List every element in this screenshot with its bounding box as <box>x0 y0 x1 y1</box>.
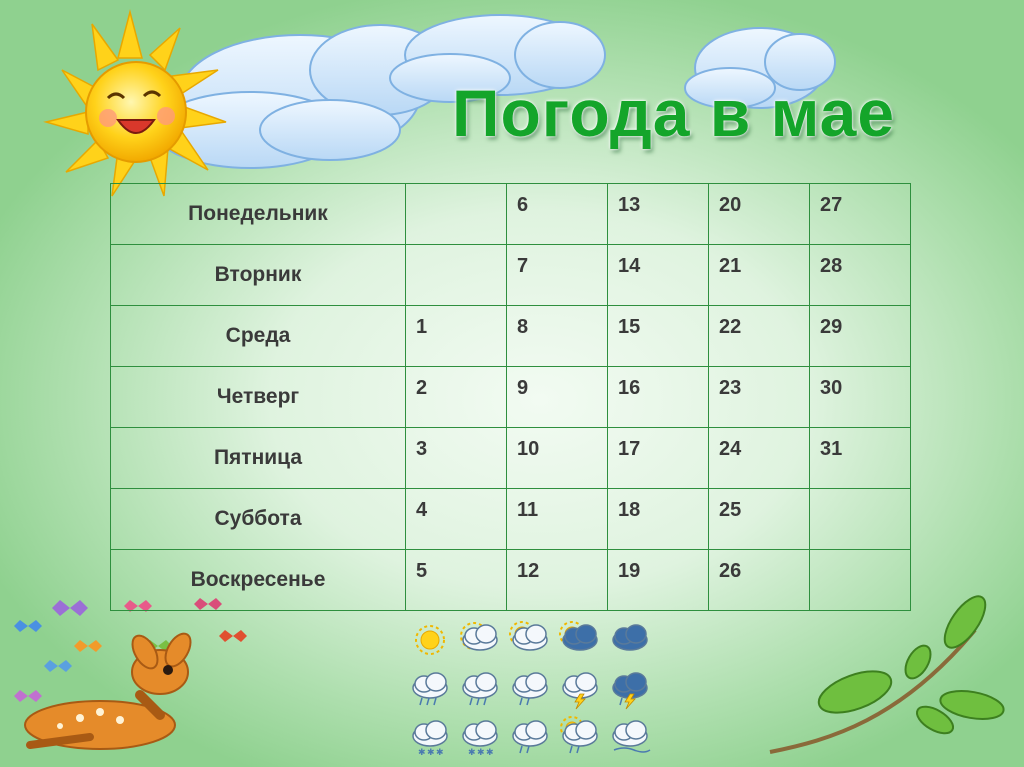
date-cell <box>507 306 608 367</box>
dark-clouds-icon <box>613 625 647 650</box>
fawn-icon <box>25 629 196 749</box>
cloud-sun-dark-icon <box>560 622 597 650</box>
day-name-cell: Воскресенье <box>111 550 406 611</box>
svg-text:✱: ✱ <box>418 748 426 758</box>
date-number: 5 <box>416 560 428 582</box>
date-number: 19 <box>618 560 641 582</box>
date-number: 16 <box>618 377 641 399</box>
date-cell <box>406 428 507 489</box>
date-number: 8 <box>517 316 529 338</box>
day-name-cell: Четверг <box>111 367 406 428</box>
day-name-cell: Суббота <box>111 489 406 550</box>
thunderstorm-rain-icon <box>613 673 647 709</box>
sun-rain-icon <box>561 717 597 753</box>
date-cell <box>608 550 709 611</box>
date-cell <box>709 367 810 428</box>
date-cell <box>608 489 709 550</box>
date-cell <box>709 306 810 367</box>
date-number: 27 <box>820 194 843 216</box>
date-number: 12 <box>517 560 540 582</box>
date-number: 26 <box>719 560 742 582</box>
date-number: 7 <box>517 255 529 277</box>
light-rain-icon <box>513 673 547 705</box>
date-number: 14 <box>618 255 641 277</box>
date-cell <box>507 245 608 306</box>
table-row <box>111 489 911 550</box>
date-number: 17 <box>618 438 641 460</box>
date-cell <box>507 428 608 489</box>
date-cell <box>810 428 911 489</box>
butterflies-icon <box>14 598 247 702</box>
date-number: 2 <box>416 377 428 399</box>
svg-text:✱: ✱ <box>477 748 485 758</box>
date-cell <box>406 306 507 367</box>
date-number: 10 <box>517 438 540 460</box>
date-cell <box>507 367 608 428</box>
snow-icon <box>463 721 497 758</box>
date-number: 18 <box>618 499 641 521</box>
page-title: Погода в мае <box>452 76 896 150</box>
date-number: 11 <box>517 499 539 521</box>
date-cell <box>810 489 911 550</box>
rain-icon <box>413 673 447 705</box>
table-row <box>111 550 911 611</box>
sleet-icon <box>513 721 547 753</box>
table-row <box>111 306 911 367</box>
date-number <box>406 245 506 255</box>
day-name-cell: Среда <box>111 306 406 367</box>
sun-cloud-icon <box>461 623 497 650</box>
date-number: 31 <box>820 438 843 460</box>
date-cell <box>406 245 507 306</box>
date-cell <box>406 184 507 245</box>
date-cell <box>507 489 608 550</box>
date-cell <box>709 428 810 489</box>
date-cell <box>709 245 810 306</box>
date-cell <box>709 184 810 245</box>
svg-text:✱: ✱ <box>436 748 444 758</box>
date-number <box>406 184 506 194</box>
cloud-icon <box>155 25 450 168</box>
date-cell <box>810 306 911 367</box>
date-number: 25 <box>719 499 742 521</box>
rain-icon <box>463 673 497 705</box>
table-row <box>111 428 911 489</box>
date-number: 4 <box>416 499 428 521</box>
date-number: 13 <box>618 194 641 216</box>
date-cell <box>507 184 608 245</box>
date-number: 3 <box>416 438 428 460</box>
date-cell <box>709 550 810 611</box>
partly-cloudy-icon <box>510 622 547 650</box>
date-number: 22 <box>719 316 742 338</box>
day-name-cell: Вторник <box>111 245 406 306</box>
date-number <box>810 489 910 499</box>
date-cell <box>507 550 608 611</box>
table-row <box>111 245 911 306</box>
date-number: 6 <box>517 194 529 216</box>
date-number <box>810 550 910 560</box>
date-number: 23 <box>719 377 742 399</box>
date-cell <box>608 306 709 367</box>
date-number: 15 <box>618 316 641 338</box>
snow-icon <box>413 721 447 758</box>
date-number: 30 <box>820 377 843 399</box>
weather-icons-grid <box>408 620 658 760</box>
table-row <box>111 367 911 428</box>
date-number: 29 <box>820 316 843 338</box>
date-cell <box>810 184 911 245</box>
thunderstorm-icon <box>563 673 597 709</box>
date-number: 28 <box>820 255 843 277</box>
svg-text:✱: ✱ <box>427 748 435 758</box>
date-cell <box>406 550 507 611</box>
svg-text:✱: ✱ <box>486 748 494 758</box>
day-name-cell: Понедельник <box>111 184 406 245</box>
date-cell <box>406 367 507 428</box>
date-cell <box>608 367 709 428</box>
date-cell <box>810 245 911 306</box>
date-cell <box>608 245 709 306</box>
wind-icon <box>613 721 650 752</box>
date-cell <box>608 428 709 489</box>
table-row <box>111 184 911 245</box>
date-cell <box>709 489 810 550</box>
date-number: 20 <box>719 194 742 216</box>
may-calendar-table <box>110 183 911 611</box>
leaf-branch-icon <box>770 590 1006 752</box>
day-name-cell: Пятница <box>111 428 406 489</box>
sun-icon <box>416 626 444 654</box>
date-number: 9 <box>517 377 529 399</box>
date-number: 21 <box>719 255 742 277</box>
date-cell <box>810 367 911 428</box>
date-cell <box>608 184 709 245</box>
svg-text:✱: ✱ <box>468 748 476 758</box>
date-number: 24 <box>719 438 742 460</box>
date-number: 1 <box>416 316 428 338</box>
date-cell <box>406 489 507 550</box>
date-cell <box>810 550 911 611</box>
